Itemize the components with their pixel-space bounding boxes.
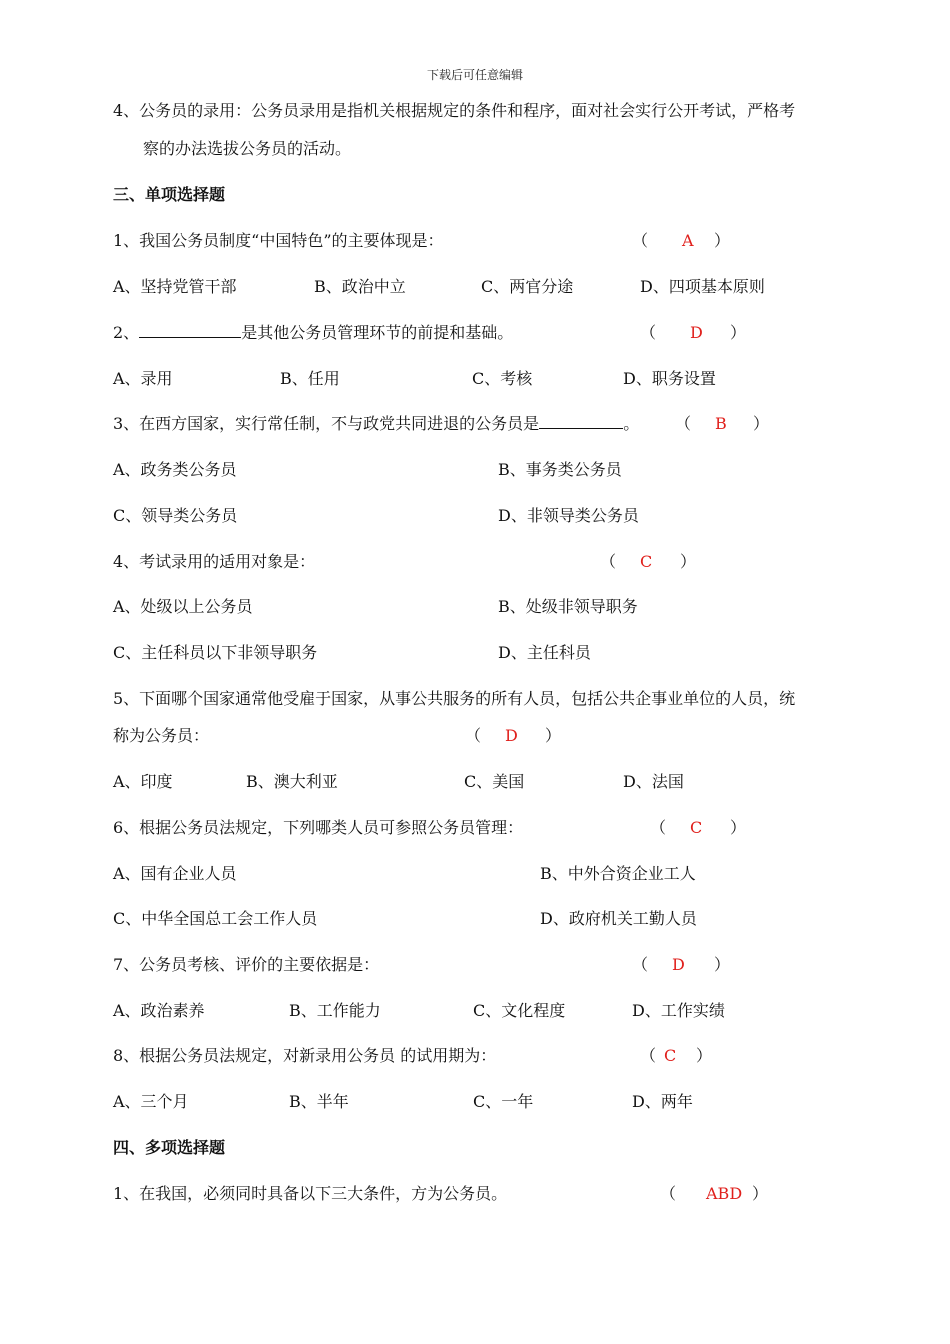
page-header: 下载后可任意编辑	[426, 68, 523, 82]
question-4-answer: C	[640, 552, 653, 571]
q5-option-b: B、澳大利亚	[246, 772, 338, 791]
paren-close: ）	[753, 414, 770, 433]
paren-close: ）	[696, 1046, 713, 1065]
paren-close: ）	[730, 818, 747, 837]
question-8-text: 8、根据公务员法规定，对新录用公务员 的试用期为：	[113, 1046, 497, 1065]
section-title-single-choice: 三、单项选择题	[113, 185, 226, 204]
q8-option-d: D、两年	[632, 1092, 693, 1111]
paren-open: （	[600, 552, 617, 571]
q3-option-c: C、领导类公务员	[113, 506, 238, 525]
intro-line-2: 察的办法选拔公务员的活动。	[143, 139, 352, 158]
q4-option-b: B、处级非领导职务	[498, 597, 638, 616]
question-6-answer: C	[690, 818, 703, 837]
q7-option-d: D、工作实绩	[632, 1001, 725, 1020]
paren-close: ）	[545, 726, 562, 745]
q6-option-b: B、中外合资企业工人	[540, 864, 696, 883]
q4-option-d: D、主任科员	[498, 643, 591, 662]
paren-close: ）	[680, 552, 697, 571]
q1-option-d: D、四项基本原则	[640, 277, 765, 296]
question-1-answer: A	[682, 231, 694, 250]
q5-option-a: A、印度	[113, 772, 173, 791]
intro-line-1: 4、公务员的录用：公务员录用是指机关根据规定的条件和程序，面对社会实行公开考试，严格考	[113, 101, 796, 120]
q6-option-c: C、中华全国总工会工作人员	[113, 909, 318, 928]
paren-open: （	[650, 818, 667, 837]
question-1-text: 1、我国公务员制度“中国特色”的主要体现是：	[113, 231, 444, 250]
q1-option-b: B、政治中立	[314, 277, 406, 296]
question-7-answer: D	[672, 955, 685, 974]
fill-blank	[139, 323, 241, 338]
section-title-multiple-choice: 四、多项选择题	[113, 1138, 226, 1157]
q2-option-b: B、任用	[280, 369, 340, 388]
question-5-line-2: 称为公务员：	[113, 726, 210, 745]
q5-option-c: C、美国	[464, 772, 525, 791]
paren-close: ）	[714, 231, 731, 250]
question-8-answer: C	[664, 1046, 677, 1065]
question-7-text: 7、公务员考核、评价的主要依据是：	[113, 955, 380, 974]
question-3-body: 3、在西方国家，实行常任制，不与政党共同进退的公务员是	[113, 414, 540, 433]
paren-open: （	[675, 414, 692, 433]
paren-open: （	[632, 955, 649, 974]
q4-option-a: A、处级以上公务员	[113, 597, 253, 616]
multi-question-1-text: 1、在我国，必须同时具备以下三大条件，方为公务员。	[113, 1184, 508, 1203]
q1-option-c: C、两官分途	[481, 277, 574, 296]
q1-option-a: A、坚持党管干部	[113, 277, 237, 296]
question-3-suffix: 。	[623, 414, 640, 433]
question-2-text	[113, 323, 513, 343]
q6-option-a: A、国有企业人员	[113, 864, 237, 883]
question-2-body: 是其他公务员管理环节的前提和基础。	[241, 323, 514, 342]
q7-option-c: C、文化程度	[473, 1001, 566, 1020]
q3-option-b: B、事务类公务员	[498, 460, 622, 479]
q8-option-c: C、一年	[473, 1092, 534, 1111]
q7-option-a: A、政治素养	[113, 1001, 205, 1020]
question-2-prefix: 2、	[113, 323, 140, 342]
q2-option-c: C、考核	[472, 369, 533, 388]
paren-close: ）	[714, 955, 731, 974]
paren-open: （	[660, 1184, 677, 1203]
q3-option-d: D、非领导类公务员	[498, 506, 639, 525]
q8-option-a: A、三个月	[113, 1092, 189, 1111]
q8-option-b: B、半年	[289, 1092, 349, 1111]
q3-option-a: A、政务类公务员	[113, 460, 237, 479]
q2-option-a: A、录用	[113, 369, 173, 388]
question-4-text: 4、考试录用的适用对象是：	[113, 552, 316, 571]
multi-question-1-answer: ABD	[706, 1184, 743, 1203]
paren-open: （	[640, 323, 657, 342]
paren-close: ）	[730, 323, 747, 342]
q7-option-b: B、工作能力	[289, 1001, 381, 1020]
question-3-text	[113, 414, 639, 434]
question-5-answer: D	[505, 726, 518, 745]
q6-option-d: D、政府机关工勤人员	[540, 909, 697, 928]
paren-open: （	[632, 231, 649, 250]
question-6-text: 6、根据公务员法规定，下列哪类人员可参照公务员管理：	[113, 818, 524, 837]
question-5-line-1: 5、下面哪个国家通常他受雇于国家，从事公共服务的所有人员，包括公共企事业单位的人员，统	[113, 689, 796, 708]
paren-close: ）	[752, 1184, 769, 1203]
q5-option-d: D、法国	[623, 772, 684, 791]
paren-open: （	[640, 1046, 657, 1065]
q4-option-c: C、主任科员以下非领导职务	[113, 643, 318, 662]
fill-blank	[539, 414, 623, 429]
question-2-answer: D	[690, 323, 703, 342]
question-3-answer: B	[715, 414, 727, 433]
paren-open: （	[465, 726, 482, 745]
q2-option-d: D、职务设置	[623, 369, 716, 388]
